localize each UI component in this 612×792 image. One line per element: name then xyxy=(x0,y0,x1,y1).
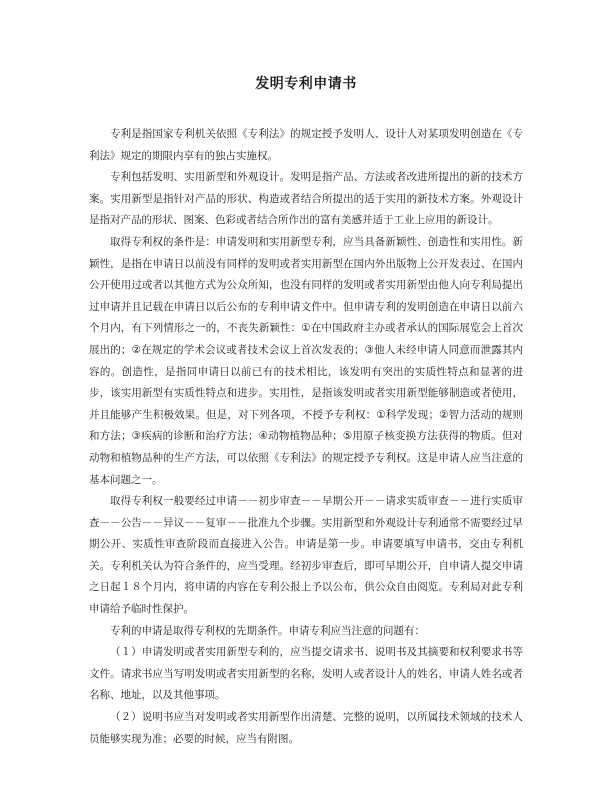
paragraph-item-2: （２）说明书应当对发明或者实用新型作出清楚、完整的说明，以所属技术领域的技术人员能够实现为准；必要的时候，应当有附图。 xyxy=(89,711,523,745)
paragraph-definition: 专利是指国家专利机关依照《专利法》的规定授予发明人、设计人对某项发明创造在《专利法》规定的期限内享有的独占实施权。 xyxy=(89,128,523,162)
paragraph-procedure: 取得专利权一般要经过申请－－初步审查－－早期公开－－请求实质审查－－进行实质审查－－公告－－异议－－复审－－批准九个步骤。实用新型和外观设计专利通常不需要经过早期公开、实质性审查阶段而直接进入公告。申请是第一步。申请要填写申请书，交由专利机关。专利机关认为符合条件的，应当受理。经初步审查后，即可早期公开，自申请人提交申请之日起１８个月内，将申请的内容在专利公报上予以公布，供公众自由阅览。专利局对此专利申请给予临时性保护。 xyxy=(89,495,523,616)
document-body xyxy=(89,124,523,750)
paragraph-item-1: （１）申请发明或者实用新型专利的，应当提交请求书、说明书及其摘要和权利要求书等文件。请求书应当写明发明或者实用新型的名称，发明人或者设计人的姓名，申请人姓名或者名称、地址，以及其他事项。 xyxy=(89,646,523,702)
paragraph-conditions: 取得专利权的条件是：申请发明和实用新型专利，应当具备新颖性、创造性和实用性。新颖性，是指在申请日以前没有同样的发明或者实用新型在国内外出版物上公开发表过、在国内公开使用过或者以其他方式为公众所知，也没有同样的发明或者实用新型由他人向专利局提出过申请并且记载在申请日以后公布的专利申请文件中。但申请专利的发明创造在申请日以前六个月内，有下列情形之一的，不丧失新颖性：①在中国政府主办或者承认的国际展览会上首次展出的；②在规定的学术会议或者技术会议上首次发表的；③他人未经申请人同意而泄露其内容的。创造性，是指同申请日以前已有的技术相比，该发明有突出的实质性特点和显著的进步，该实用新型有实质性特点和进步。实用性，是指该发明或者实用新型能够制造或者使用，并且能够产生积极效果。但是，对下列各项，不授予专利权：①科学发现；②智力活动的规则和方法；③疾病的诊断和治疗方法；④动物植物品种；⑤用原子核变换方法获得的物质。但对动物和植物品种的生产方法，可以依照《专利法》的规定授予专利权。这是申请人应当注意的基本问题之一。 xyxy=(89,235,523,486)
document-title: 发明专利申请书 xyxy=(255,76,357,92)
paragraph-application-intro: 专利的申请是取得专利权的先期条件。申请专利应当注意的问题有： xyxy=(110,624,425,637)
paragraph-types: 专利包括发明、实用新型和外观设计。发明是指产品、方法或者改进所提出的新的技术方案。实用新型是指针对产品的形状、构造或者结合所提出的适于实用的新技术方案。外观设计是指对产品的形状、图案、色彩或者结合所作出的富有美感并适于工业上应用的新设计。 xyxy=(89,171,523,227)
